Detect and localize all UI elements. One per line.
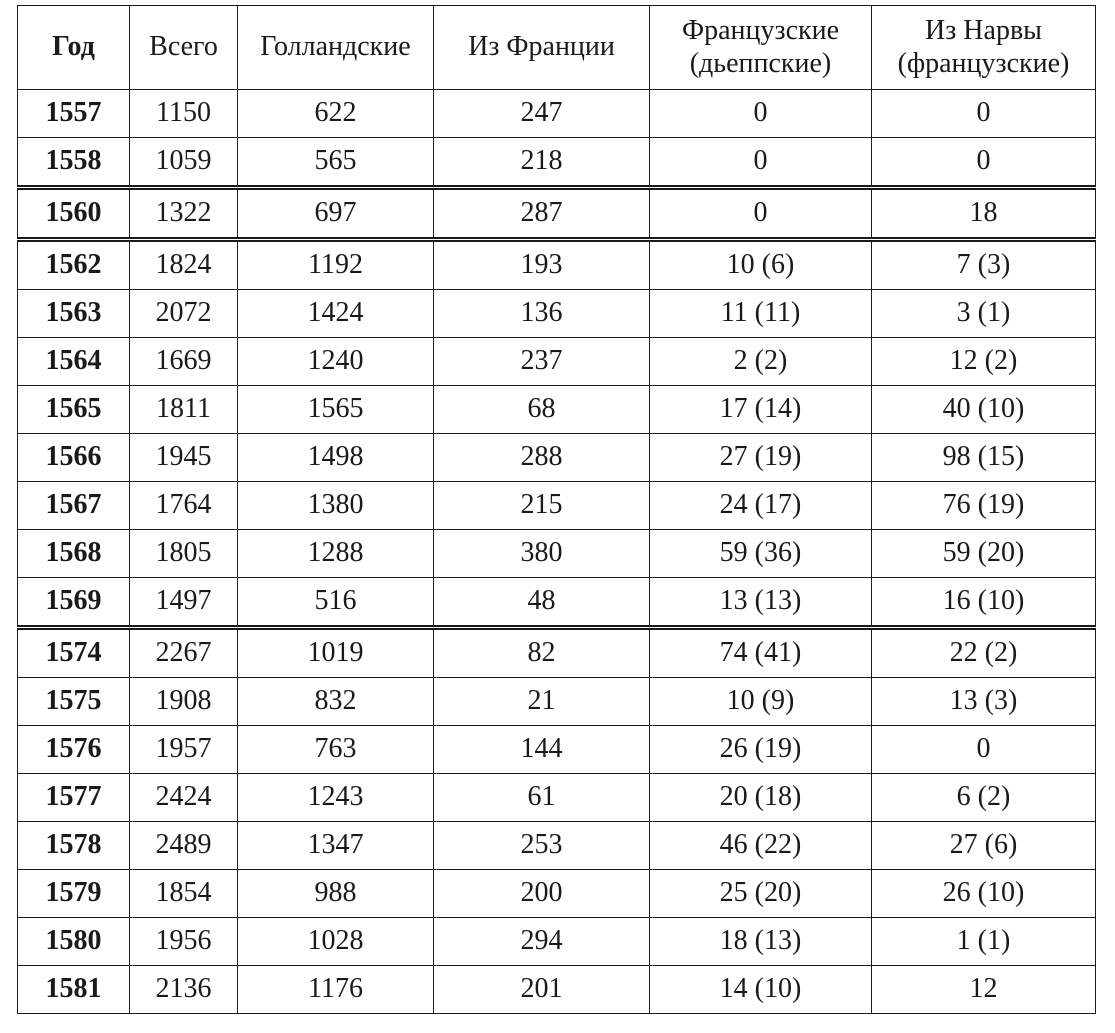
cell-year: 1560 [18, 188, 130, 240]
cell-dutch: 1243 [238, 774, 434, 822]
cell-from-narva: 12 (2) [872, 338, 1096, 386]
cell-total: 2489 [130, 822, 238, 870]
header-total: Всего [130, 6, 238, 90]
cell-french-dieppe: 2 (2) [650, 338, 872, 386]
cell-from-france: 144 [434, 726, 650, 774]
table-header-row [18, 6, 1096, 90]
cell-total: 1059 [130, 138, 238, 188]
cell-french-dieppe: 59 (36) [650, 530, 872, 578]
cell-dutch: 1380 [238, 482, 434, 530]
cell-from-france: 247 [434, 90, 650, 138]
cell-french-dieppe: 0 [650, 188, 872, 240]
cell-total: 1150 [130, 90, 238, 138]
cell-from-narva: 0 [872, 138, 1096, 188]
table-row [18, 870, 1096, 918]
cell-dutch: 1019 [238, 628, 434, 678]
table-row [18, 240, 1096, 290]
cell-from-france: 193 [434, 240, 650, 290]
cell-from-narva: 16 (10) [872, 578, 1096, 628]
cell-total: 2072 [130, 290, 238, 338]
table-row [18, 678, 1096, 726]
cell-from-france: 82 [434, 628, 650, 678]
header-from-narva [872, 6, 1096, 90]
header-dutch: Голландские [238, 6, 434, 90]
cell-french-dieppe: 0 [650, 138, 872, 188]
table-row [18, 386, 1096, 434]
ship-statistics-table-container [17, 5, 1095, 1014]
cell-dutch: 565 [238, 138, 434, 188]
table-row [18, 726, 1096, 774]
table-row [18, 578, 1096, 628]
cell-dutch: 763 [238, 726, 434, 774]
cell-year: 1567 [18, 482, 130, 530]
cell-french-dieppe: 10 (9) [650, 678, 872, 726]
cell-dutch: 1240 [238, 338, 434, 386]
cell-french-dieppe: 20 (18) [650, 774, 872, 822]
table-row [18, 530, 1096, 578]
cell-dutch: 832 [238, 678, 434, 726]
cell-from-narva: 13 (3) [872, 678, 1096, 726]
cell-year: 1557 [18, 90, 130, 138]
cell-total: 2267 [130, 628, 238, 678]
cell-dutch: 516 [238, 578, 434, 628]
cell-french-dieppe: 27 (19) [650, 434, 872, 482]
cell-from-france: 218 [434, 138, 650, 188]
cell-year: 1558 [18, 138, 130, 188]
cell-total: 1669 [130, 338, 238, 386]
table-body [18, 90, 1096, 1014]
cell-year: 1576 [18, 726, 130, 774]
cell-dutch: 1347 [238, 822, 434, 870]
cell-french-dieppe: 14 (10) [650, 966, 872, 1014]
cell-year: 1569 [18, 578, 130, 628]
cell-dutch: 697 [238, 188, 434, 240]
cell-total: 1956 [130, 918, 238, 966]
cell-year: 1581 [18, 966, 130, 1014]
cell-year: 1568 [18, 530, 130, 578]
cell-dutch: 1498 [238, 434, 434, 482]
table-row [18, 188, 1096, 240]
cell-from-france: 136 [434, 290, 650, 338]
table-row [18, 434, 1096, 482]
cell-year: 1575 [18, 678, 130, 726]
cell-from-narva: 12 [872, 966, 1096, 1014]
header-french-dieppe-line2: (дьеппские) [689, 47, 832, 79]
cell-year: 1563 [18, 290, 130, 338]
cell-total: 1957 [130, 726, 238, 774]
cell-from-narva: 22 (2) [872, 628, 1096, 678]
cell-dutch: 1565 [238, 386, 434, 434]
header-from-france: Из Франции [434, 6, 650, 90]
cell-from-narva: 3 (1) [872, 290, 1096, 338]
cell-french-dieppe: 74 (41) [650, 628, 872, 678]
header-french-dieppe-line1: Французские [681, 15, 840, 47]
cell-dutch: 988 [238, 870, 434, 918]
cell-total: 2136 [130, 966, 238, 1014]
header-from-narva-line2: (французские) [897, 47, 1070, 79]
cell-from-france: 68 [434, 386, 650, 434]
cell-total: 2424 [130, 774, 238, 822]
cell-year: 1577 [18, 774, 130, 822]
cell-total: 1908 [130, 678, 238, 726]
cell-total: 1322 [130, 188, 238, 240]
table-row [18, 290, 1096, 338]
cell-dutch: 1288 [238, 530, 434, 578]
table-row [18, 774, 1096, 822]
cell-from-france: 287 [434, 188, 650, 240]
cell-from-narva: 76 (19) [872, 482, 1096, 530]
cell-from-narva: 0 [872, 90, 1096, 138]
cell-from-narva: 1 (1) [872, 918, 1096, 966]
cell-french-dieppe: 11 (11) [650, 290, 872, 338]
cell-from-france: 215 [434, 482, 650, 530]
cell-french-dieppe: 0 [650, 90, 872, 138]
table-row [18, 138, 1096, 188]
cell-from-france: 288 [434, 434, 650, 482]
cell-from-france: 380 [434, 530, 650, 578]
cell-from-narva: 6 (2) [872, 774, 1096, 822]
table-row [18, 918, 1096, 966]
cell-from-france: 294 [434, 918, 650, 966]
cell-year: 1566 [18, 434, 130, 482]
cell-year: 1562 [18, 240, 130, 290]
cell-from-narva: 0 [872, 726, 1096, 774]
cell-from-france: 21 [434, 678, 650, 726]
cell-year: 1574 [18, 628, 130, 678]
cell-total: 1854 [130, 870, 238, 918]
cell-from-france: 200 [434, 870, 650, 918]
header-french-dieppe [650, 6, 872, 90]
cell-year: 1578 [18, 822, 130, 870]
cell-total: 1811 [130, 386, 238, 434]
cell-year: 1579 [18, 870, 130, 918]
cell-french-dieppe: 24 (17) [650, 482, 872, 530]
cell-total: 1945 [130, 434, 238, 482]
cell-from-narva: 18 [872, 188, 1096, 240]
cell-french-dieppe: 10 (6) [650, 240, 872, 290]
table-row [18, 482, 1096, 530]
cell-from-narva: 40 (10) [872, 386, 1096, 434]
cell-dutch: 1424 [238, 290, 434, 338]
cell-from-narva: 59 (20) [872, 530, 1096, 578]
cell-from-france: 253 [434, 822, 650, 870]
header-from-narva-line1: Из Нарвы [925, 15, 1042, 47]
cell-french-dieppe: 18 (13) [650, 918, 872, 966]
cell-total: 1764 [130, 482, 238, 530]
cell-from-france: 201 [434, 966, 650, 1014]
cell-from-france: 237 [434, 338, 650, 386]
cell-dutch: 622 [238, 90, 434, 138]
cell-from-narva: 98 (15) [872, 434, 1096, 482]
cell-dutch: 1192 [238, 240, 434, 290]
cell-year: 1580 [18, 918, 130, 966]
table-row [18, 338, 1096, 386]
cell-from-narva: 27 (6) [872, 822, 1096, 870]
cell-french-dieppe: 46 (22) [650, 822, 872, 870]
cell-from-narva: 26 (10) [872, 870, 1096, 918]
table-row [18, 628, 1096, 678]
cell-total: 1824 [130, 240, 238, 290]
ship-statistics-table [17, 5, 1096, 1014]
table-row [18, 822, 1096, 870]
cell-french-dieppe: 17 (14) [650, 386, 872, 434]
cell-dutch: 1028 [238, 918, 434, 966]
header-year: Год [18, 6, 130, 90]
cell-total: 1805 [130, 530, 238, 578]
cell-french-dieppe: 26 (19) [650, 726, 872, 774]
cell-year: 1565 [18, 386, 130, 434]
cell-from-france: 48 [434, 578, 650, 628]
cell-from-france: 61 [434, 774, 650, 822]
cell-french-dieppe: 13 (13) [650, 578, 872, 628]
cell-year: 1564 [18, 338, 130, 386]
cell-total: 1497 [130, 578, 238, 628]
cell-french-dieppe: 25 (20) [650, 870, 872, 918]
table-row [18, 90, 1096, 138]
table-row [18, 966, 1096, 1014]
cell-dutch: 1176 [238, 966, 434, 1014]
cell-from-narva: 7 (3) [872, 240, 1096, 290]
